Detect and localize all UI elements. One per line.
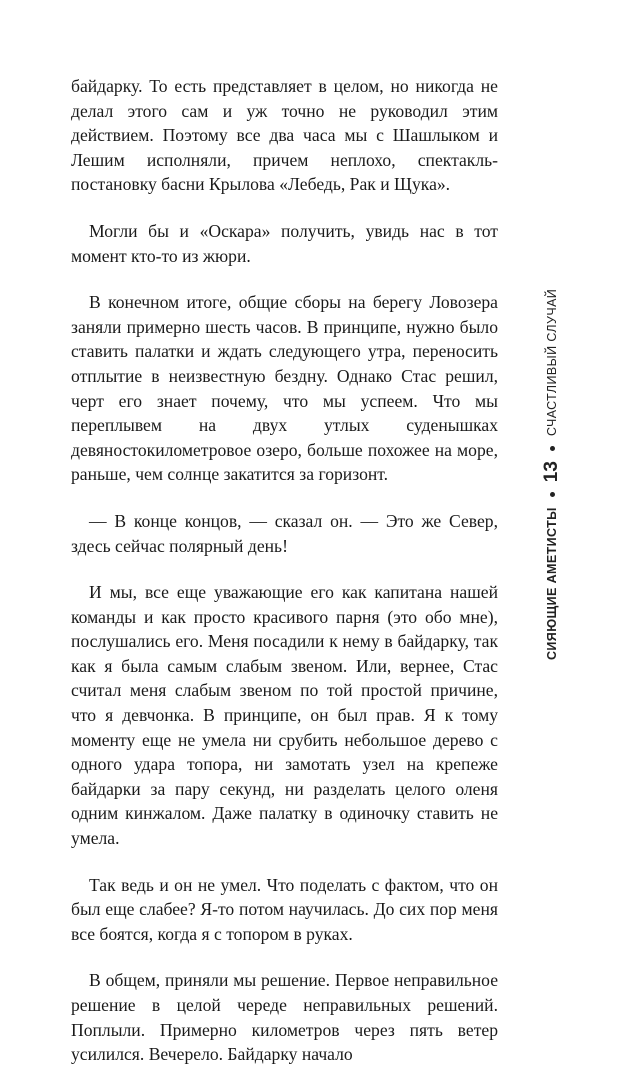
separator-dot-icon — [550, 446, 555, 451]
paragraph-5: И мы, все еще уважающие его как капитана нашей команды и как просто красивого парня (это обо мне), послушались его. Меня посадили к нему в байдарку, так как я была самым слабым звеном. Или, вернее, Стас считал меня слабым звеном по той простой причине, что я девчонка. В принципе, он был прав. Я к тому моменту еще не умела ни срубить небольшое дерево с одного удара топора, ни замотать узел на крепеже байдарки за пару секунд, ни разделать целого оленя одним кинжалом. Даже палатку в одиночку ставить не умела. — [71, 582, 498, 849]
book-title: СИЯЮЩИЕ АМЕТИСТЫ — [545, 507, 559, 660]
running-head — [541, 289, 563, 660]
paragraph-1: байдарку. То есть представляет в целом, но никогда не делал этого сам и уж точно не руководил этим действием. Поэтому все два часа мы с Шашлыком и Лешим исполняли, причем неплохо, спектакль-постановку басни Крылова «Лебедь, Рак и Щука». — [71, 76, 498, 195]
paragraph-6: Так ведь и он не умел. Что поделать с фактом, что он был еще слабее? Я-то потом научилась. До сих пор меня все боятся, когда я с топором в руках. — [71, 874, 498, 944]
paragraph-7: В общем, приняли мы решение. Первое неправильное решение в целой череде неправильных решений. Поплыли. Примерно километров через пять ветер усилился. Вечерело. Байдарку начало — [71, 970, 498, 1065]
paragraph-4: — В конце концов, — сказал он. — Это же Север, здесь сейчас полярный день! — [71, 510, 498, 556]
page-number: 13 — [541, 461, 562, 483]
page-body — [71, 74, 498, 1089]
paragraph-3: В конечном итоге, общие сборы на берегу Ловозера заняли примерно шесть часов. В принципе, нужно было ставить палатки и ждать следующего утра, переносить отплытие в неизвестную бездну. Однако Стас решил, черт его знает почему, что мы успеем. Что мы переплывем на двух утлых суденышках девяностокилометровое озеро, больше похожее на море, раньше, чем солнце закатится за горизонт. — [71, 292, 498, 485]
separator-dot-icon — [550, 492, 555, 497]
chapter-title: СЧАСТЛИВЫЙ СЛУЧАЙ — [545, 288, 559, 437]
paragraph-2: Могли бы и «Оскара» получить, увидь нас в тот момент кто-то из жюри. — [71, 220, 498, 266]
